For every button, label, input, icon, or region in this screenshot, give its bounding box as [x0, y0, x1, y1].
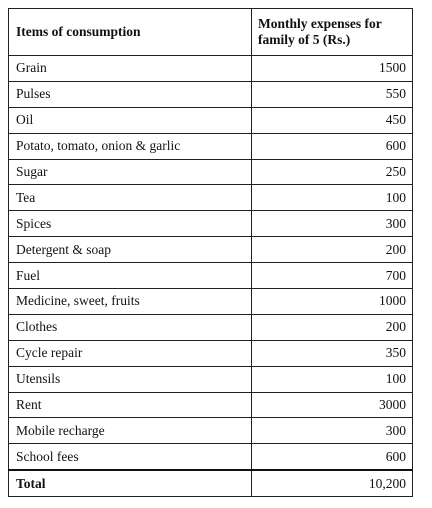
item-cell: Tea: [9, 185, 252, 211]
table-row: [9, 392, 413, 418]
table-row: [9, 211, 413, 237]
amount-cell: 550: [252, 81, 413, 107]
item-cell: Cycle repair: [9, 340, 252, 366]
table-row: [9, 237, 413, 263]
table-header-row: [9, 9, 413, 56]
amount-cell: 1000: [252, 289, 413, 315]
item-cell: Oil: [9, 107, 252, 133]
table-row: [9, 56, 413, 82]
amount-cell: 300: [252, 418, 413, 444]
total-label: Total: [9, 470, 252, 496]
item-cell: Potato, tomato, onion & garlic: [9, 133, 252, 159]
table-row: [9, 340, 413, 366]
amount-cell: 1500: [252, 56, 413, 82]
table-row: [9, 314, 413, 340]
header-monthly-expenses: Monthly expenses for family of 5 (Rs.): [252, 9, 413, 56]
table-row: [9, 107, 413, 133]
amount-cell: 700: [252, 263, 413, 289]
table-row: [9, 444, 413, 470]
table-row: [9, 366, 413, 392]
item-cell: Sugar: [9, 159, 252, 185]
table-row: [9, 289, 413, 315]
amount-cell: 450: [252, 107, 413, 133]
amount-cell: 200: [252, 237, 413, 263]
table-row: [9, 185, 413, 211]
monthly-expenses-table: [8, 8, 413, 497]
item-cell: Grain: [9, 56, 252, 82]
item-cell: Utensils: [9, 366, 252, 392]
table-row: [9, 133, 413, 159]
amount-cell: 100: [252, 185, 413, 211]
item-cell: Medicine, sweet, fruits: [9, 289, 252, 315]
table-row: [9, 159, 413, 185]
item-cell: Spices: [9, 211, 252, 237]
amount-cell: 350: [252, 340, 413, 366]
table-row: [9, 263, 413, 289]
total-row: [9, 470, 413, 496]
table-row: [9, 418, 413, 444]
item-cell: Pulses: [9, 81, 252, 107]
item-cell: Detergent & soap: [9, 237, 252, 263]
item-cell: School fees: [9, 444, 252, 470]
amount-cell: 250: [252, 159, 413, 185]
amount-cell: 300: [252, 211, 413, 237]
amount-cell: 600: [252, 444, 413, 470]
expenses-table-container: [8, 8, 412, 497]
item-cell: Fuel: [9, 263, 252, 289]
item-cell: Rent: [9, 392, 252, 418]
item-cell: Clothes: [9, 314, 252, 340]
item-cell: Mobile recharge: [9, 418, 252, 444]
amount-cell: 3000: [252, 392, 413, 418]
table-row: [9, 81, 413, 107]
amount-cell: 100: [252, 366, 413, 392]
total-amount: 10,200: [252, 470, 413, 496]
amount-cell: 200: [252, 314, 413, 340]
amount-cell: 600: [252, 133, 413, 159]
header-items-of-consumption: Items of consumption: [9, 9, 252, 56]
